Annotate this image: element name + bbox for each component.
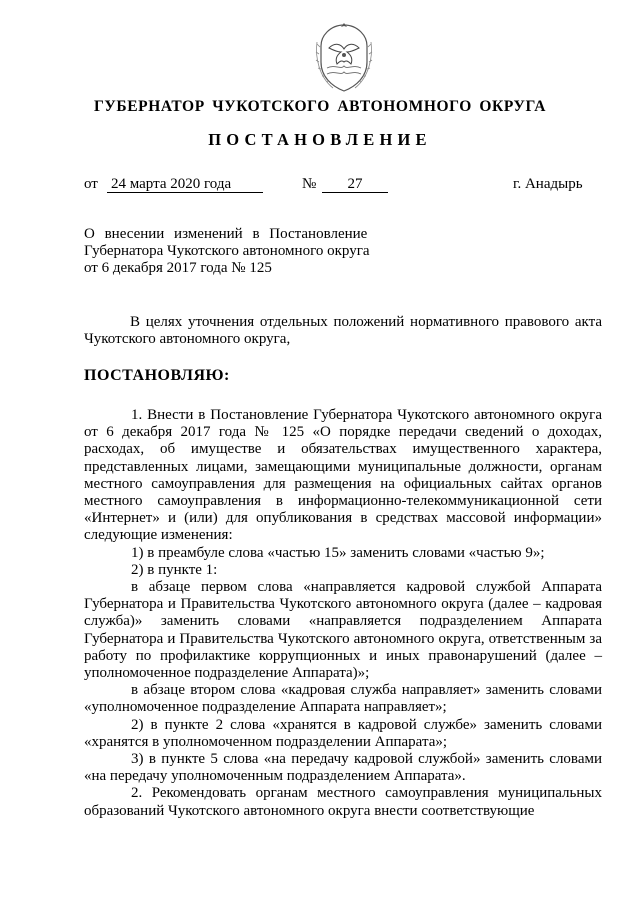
subclause-2-para-2: в абзаце втором слова «кадровая служба направляет» заменить словами «уполномоченное подразделение Аппарата направляет»;	[84, 682, 602, 716]
document-date-value: 24 марта 2020 года	[107, 177, 263, 193]
document-type-heading: ПОСТАНОВЛЕНИЕ	[208, 130, 432, 149]
document-place: г. Анадырь	[513, 176, 583, 192]
document-body	[84, 407, 602, 820]
coat-of-arms-emblem-icon	[313, 22, 375, 94]
document-date	[107, 176, 263, 193]
clause-1: 1. Внести в Постановление Губернатора Чукотского автономного округа от 6 декабря 2017 года № 125 «О порядке передачи сведений о доходах, расходах, об имуществе и обязательствах имущественного характера, представленных лицами, замещающими муниципальные должности, органам местного самоуправления для размещения на официальных сайтах органов местного самоуправления в информационно-телекоммуникационной сети «Интернет» и (или) для опубликования в средствах массовой информации» следующие изменения:	[84, 407, 602, 544]
subclause-3: 3) в пункте 5 слова «на передачу кадровой службой» заменить словами «на передачу уполномоченным подразделением Аппарата».	[84, 751, 602, 785]
date-label: от	[84, 176, 98, 192]
number-label: №	[302, 176, 317, 192]
document-number	[322, 176, 388, 193]
subclause-2-para-1: в абзаце первом слова «направляется кадровой службой Аппарата Губернатора и Правительства Чукотского автономного округа (далее – кадровая служба)» заменить словами «направляется подразделением Аппарата Губернатора и Правительства Чукотского автономного округа, ответственным за работу по профилактике коррупционных и иных правонарушений (далее – уполномоченное подразделение Аппарата)»;	[84, 579, 602, 682]
subclause-1: 1) в преамбуле слова «частью 15» заменить словами «частью 9»;	[131, 544, 545, 561]
clause-2: 2. Рекомендовать органам местного самоуправления муниципальных образований Чукотского автономного округа внести соответствующие	[84, 785, 602, 819]
issuer-heading: ГУБЕРНАТОР ЧУКОТСКОГО АВТОНОМНОГО ОКРУГА	[93, 98, 547, 115]
subclause-2: 2) в пункте 1:	[131, 561, 218, 578]
preamble: В целях уточнения отдельных положений нормативного правового акта Чукотского автономного округа,	[84, 314, 602, 348]
document-number-value: 27	[322, 177, 388, 193]
document-title	[84, 226, 394, 278]
title-line: О внесении изменений в Постановление	[84, 226, 368, 242]
title-line: от 6 декабря 2017 года № 125	[84, 260, 272, 277]
title-line: Губернатора Чукотского автономного округа	[84, 243, 370, 260]
resolve-heading: ПОСТАНОВЛЯЮ:	[84, 367, 230, 384]
subclause-2-point-2: 2) в пункте 2 слова «хранятся в кадровой службе» заменить словами «хранятся в уполномоченном подразделении Аппарата»;	[84, 716, 602, 750]
